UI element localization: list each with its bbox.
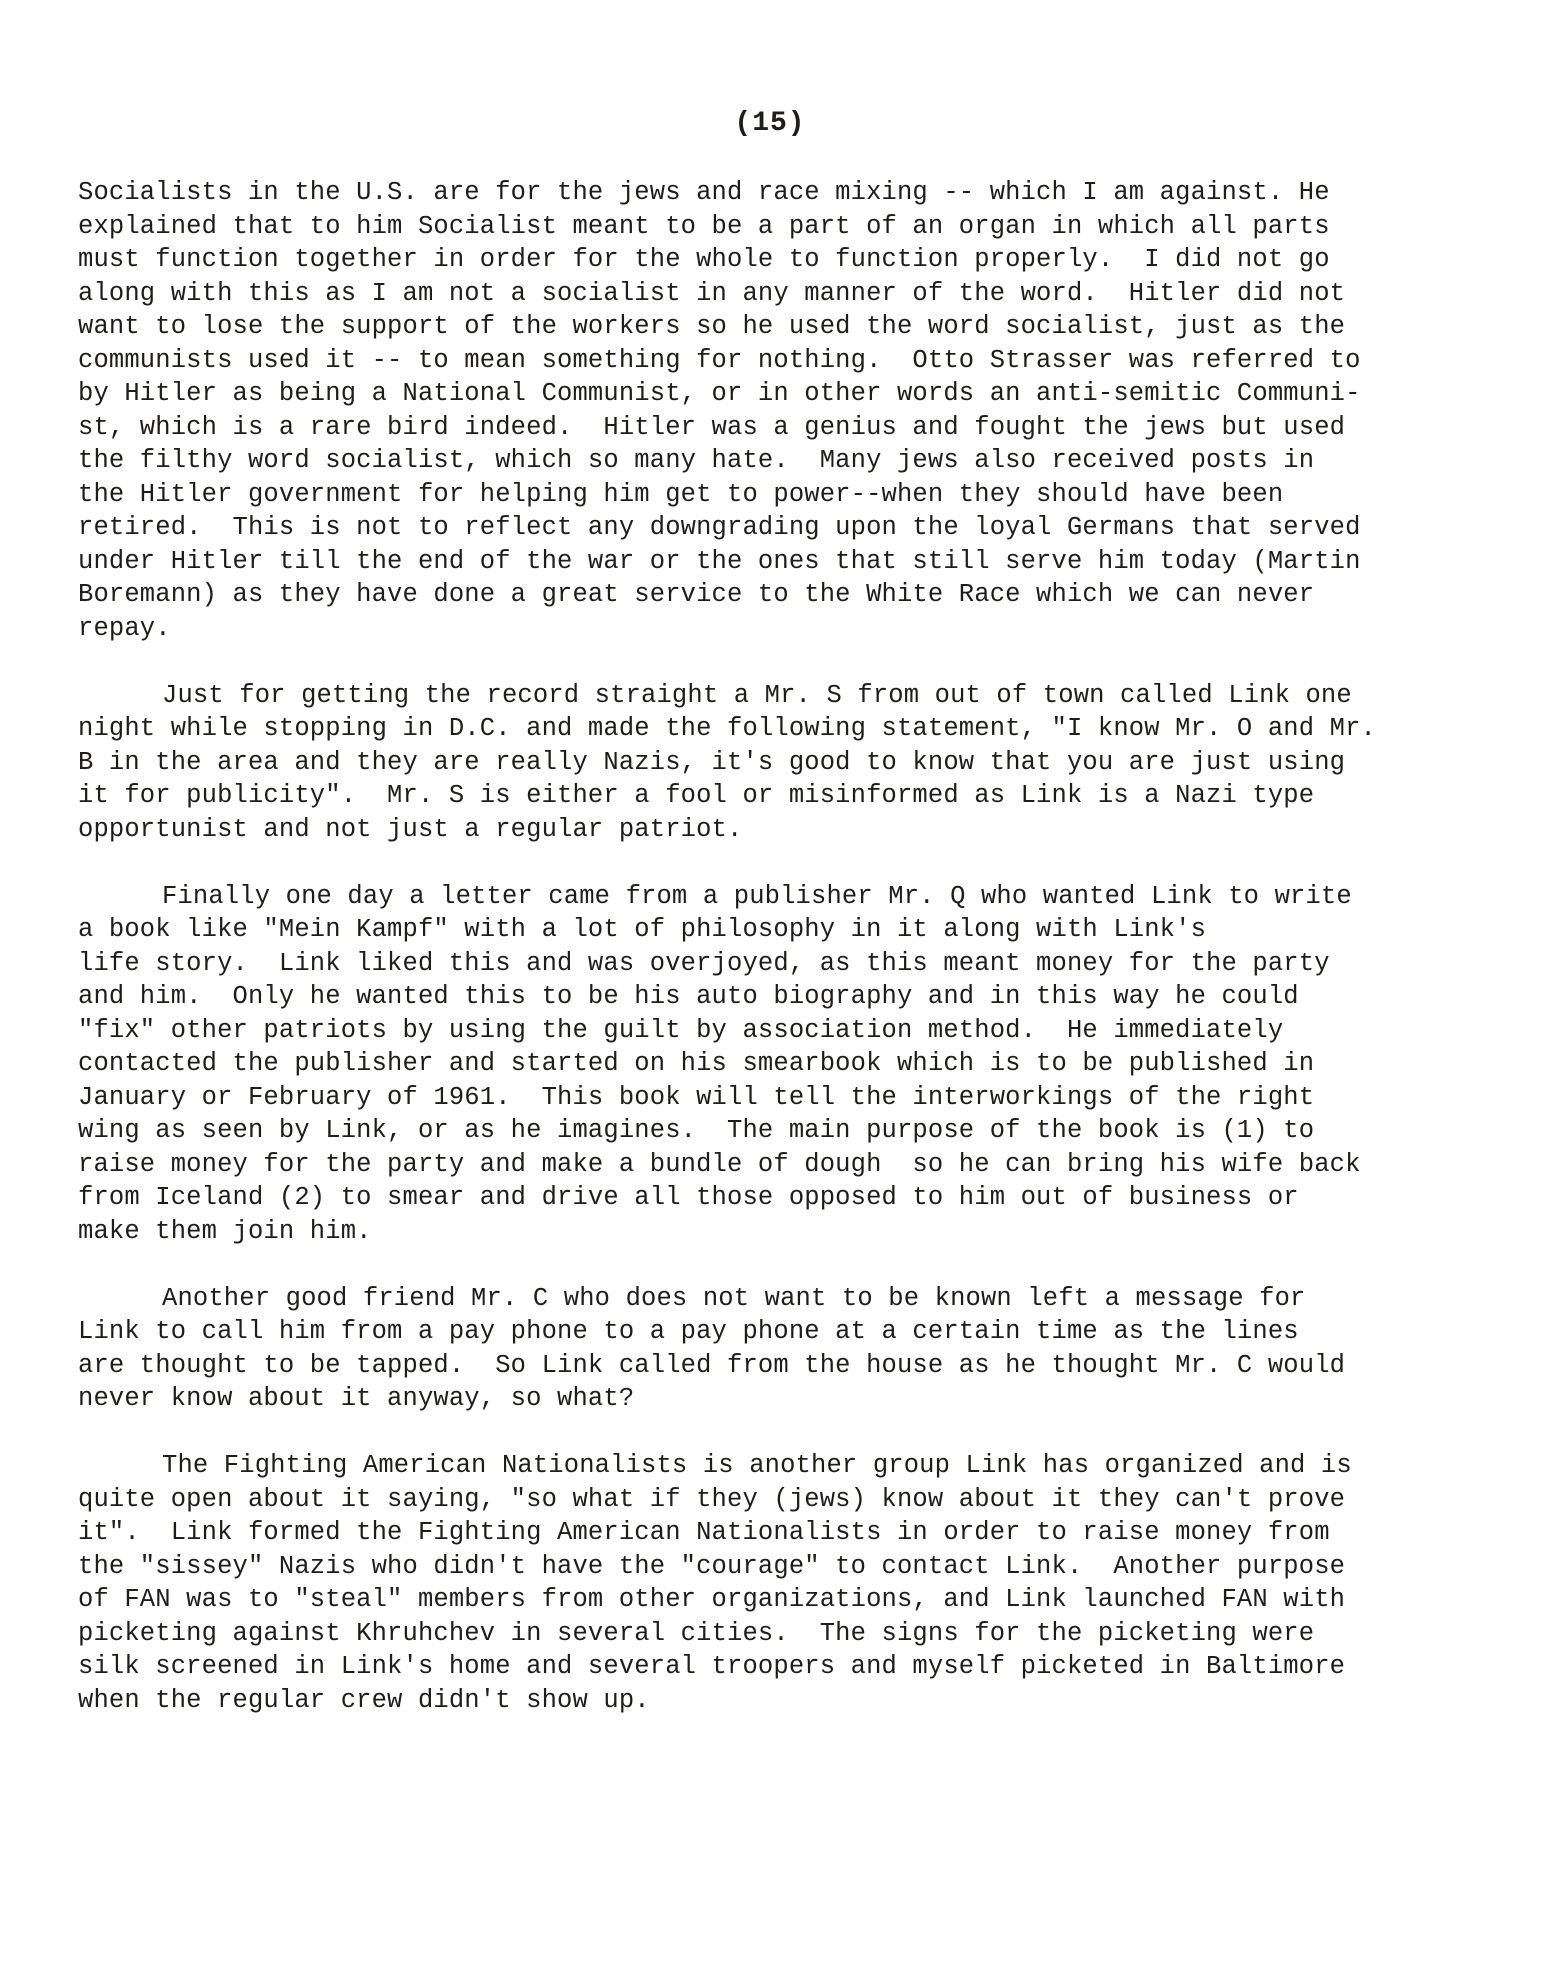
text-line: the Hitler government for helping him get to power--when they should have been [78,479,1284,509]
text-line: Link to call him from a pay phone to a pay phone at a certain time as the lines [78,1317,1299,1346]
text-line: are thought to be tapped. So Link called from the house as he thought Mr. C would [78,1350,1346,1380]
text-line: opportunist and not just a regular patriot. [78,814,743,844]
text-line: and him. Only he wanted this to be his auto biography and in this way he could [78,982,1299,1011]
text-line: must function together in order for the whole to function properly. I did not go [78,245,1330,274]
paragraph-fan [78,1449,1498,1717]
text-line: Another good friend Mr. C who does not want to be known left a message for [162,1283,1306,1313]
text-line: communists used it -- to mean something for nothing. Otto Strasser was referred to [78,345,1361,375]
text-line: make them join him. [78,1216,372,1246]
text-line: The Fighting American Nationalists is another group Link has organized and is [162,1451,1352,1480]
text-line: retired. This is not to reflect any downgrading upon the loyal Germans that served [78,513,1361,542]
page-number: (15) [734,108,806,139]
text-line: Just for getting the record straight a Mr. S from out of town called Link one [162,680,1352,710]
paragraph-mr-c [78,1282,1498,1416]
text-line: the "sissey" Nazis who didn't have the "courage" to contact Link. Another purpose [78,1551,1346,1581]
text-line: it". Link formed the Fighting American Nationalists in order to raise money from [78,1518,1330,1547]
text-line: the filthy word socialist, which so many hate. Many jews also received posts in [78,446,1315,475]
text-line: Socialists in the U.S. are for the jews and race mixing -- which I am against. He [78,178,1330,207]
text-line: raise money for the party and make a bundle of dough so he can bring his wife back [78,1149,1361,1179]
text-line: st, which is a rare bird indeed. Hitler was a genius and fought the jews but used [78,412,1346,442]
document-body [78,176,1498,1751]
text-line: "fix" other patriots by using the guilt by association method. He immediately [78,1015,1284,1045]
text-line: Boremann) as they have done a great service to the White Race which we can never [78,580,1315,609]
text-line: wing as seen by Link, or as he imagines. The main purpose of the book is (1) to [78,1116,1315,1145]
text-line: never know about it anyway, so what? [78,1384,635,1413]
text-line: along with this as I am not a socialist in any manner of the word. Hitler did not [78,278,1346,308]
text-line: quite open about it saying, "so what if they (jews) know about it they can't prove [78,1484,1346,1514]
paragraph-socialism [78,176,1498,645]
text-line: B in the area and they are really Nazis, it's good to know that you are just using [78,747,1346,777]
text-line: by Hitler as being a National Communist, or in other words an anti-semitic Communi- [78,379,1361,408]
text-line: Finally one day a letter came from a publisher Mr. Q who wanted Link to write [162,881,1352,911]
text-line: contacted the publisher and started on his smearbook which is to be published in [78,1049,1315,1078]
text-line: of FAN was to "steal" members from other organizations, and Link launched FAN with [78,1585,1346,1614]
paragraph-publisher [78,880,1498,1249]
text-line: life story. Link liked this and was overjoyed, as this meant money for the party [78,948,1330,978]
text-line: it for publicity". Mr. S is either a fool or misinformed as Link is a Nazi type [78,781,1315,810]
text-line: picketing against Khruhchev in several cities. The signs for the picketing were [78,1618,1315,1648]
paragraph-mr-s [78,679,1498,847]
text-line: want to lose the support of the workers so he used the word socialist, just as the [78,312,1346,341]
text-line: repay. [78,613,171,643]
text-line: when the regular crew didn't show up. [78,1685,650,1715]
text-line: explained that to him Socialist meant to be a part of an organ in which all parts [78,211,1330,241]
text-line: silk screened in Link's home and several troopers and myself picketed in Baltimore [78,1652,1346,1681]
text-line: a book like "Mein Kampf" with a lot of philosophy in it along with Link's [78,915,1207,944]
text-line: from Iceland (2) to smear and drive all those opposed to him out of business or [78,1183,1299,1212]
text-line: under Hitler till the end of the war or the ones that still serve him today (Martin [78,546,1361,576]
text-line: January or February of 1961. This book will tell the interworkings of the right [78,1082,1315,1112]
text-line: night while stopping in D.C. and made the following statement, "I know Mr. O and Mr. [78,714,1377,743]
